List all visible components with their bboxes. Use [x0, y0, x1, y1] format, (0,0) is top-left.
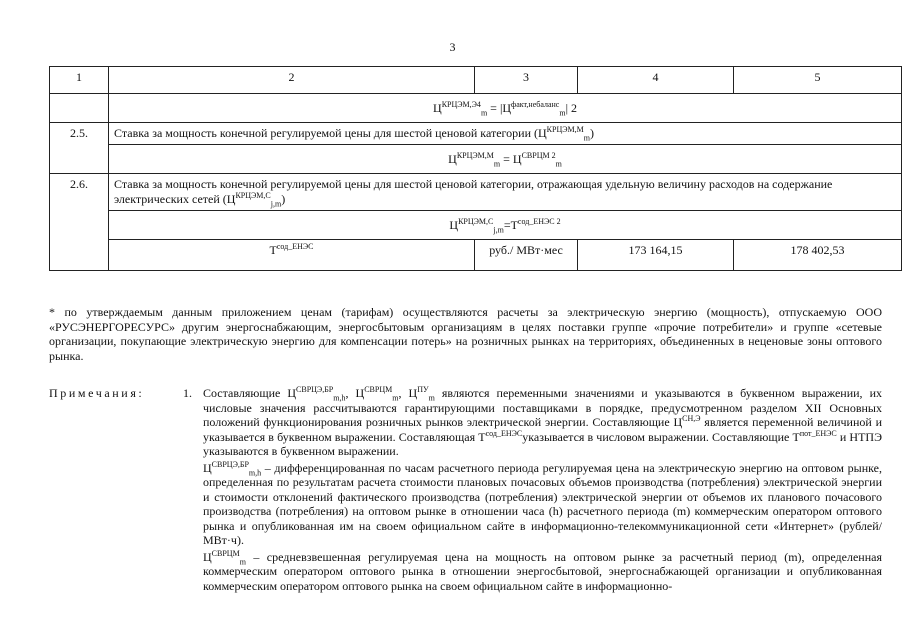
- table-header-row: [50, 67, 902, 94]
- formula-m: $Ц^{КРЦЭМ,М}_m = Ц^{СВРЦМ 2}_m$: [109, 145, 902, 174]
- header-cell-2: 2: [109, 67, 475, 94]
- table-row-2-5: [50, 123, 902, 145]
- notes-label: Примечания:: [49, 386, 145, 400]
- tariff-value-2-cell: 178 402,53: [734, 240, 902, 271]
- formula-row-c: [50, 211, 902, 240]
- tariff-table: [49, 66, 902, 271]
- row-number-2-5: 2.5.: [50, 123, 109, 174]
- table-row-tariff-values: [50, 240, 902, 271]
- tariff-value-1-cell: 173 164,15: [578, 240, 734, 271]
- note-paragraph-3: $Ц^{СВРЦМ}_m$ – средневзвешенная регулируемая цена на мощность на оптовом рынке за расчетный период (m), определенная коммерческим оператором оптового рынка в отношении энергосбытовой, энергоснабжающей организации и опубликованная коммерческим оператором оптового рынка на своем официальном сайте в информационно-: [203, 548, 882, 593]
- row-text-2-6: Ставка за мощность конечной регулируемой цены для шестой ценовой категории, отражающая удельную величину расходов на содержание электрических сетей $(Ц^{КРЦЭМ,С}_{j,m})$: [109, 174, 902, 211]
- formula-e4: $Ц^{КРЦЭМ,Э4}_m = |Ц^{факт,небаланс}_m|$ 2: [109, 94, 902, 123]
- formula-c: $Ц^{КРЦЭМ,С}_{j,m}=Т^{сод\_ЕНЭС 2}$: [109, 211, 902, 240]
- tariff-unit-cell: руб./ МВт·мес: [475, 240, 578, 271]
- header-cell-3: 3: [475, 67, 578, 94]
- header-cell-4: 4: [578, 67, 734, 94]
- page-number: 3: [449, 40, 456, 54]
- tariff-name-cell: $Т^{сод\_ЕНЭС}$: [109, 240, 475, 271]
- footnote-star: * по утверждаемым данным приложением ценам (тарифам) осуществляются расчеты за электрическую энергию (мощность), отпускаемую ООО «РУСЭНЕРГОРЕСУРС» другим энергоснабжающим, энергосбытовым организациям в целях поставки группе «прочие потребители» и группе «сетевые организации, покупающие электрическую энергию для компенсации потерь» на розничных рынках на территориях, объединенных в неценовые зоны оптового рынка.: [49, 305, 882, 363]
- header-cell-1: 1: [50, 67, 109, 94]
- row-number-2-6: 2.6.: [50, 174, 109, 271]
- empty-num-cell: [50, 94, 109, 123]
- table-row-2-6: [50, 174, 902, 211]
- formula-row-e4: [50, 94, 902, 123]
- note-paragraph-1: Составляющие $Ц^{СВРЦЭ,БР}_{m,h}$, $Ц^{СВРЦМ}_m$, $Ц^{ПУ}_m$ являются переменными значениями и указываются в буквенном выражении, их числовые значения рассчитываются гарантирующими поставщиками в порядке, предусмотренном разделом XII Основных положений функционирования розничных рынков электрической энергии. Составляющие $Ц^{СН,Э}$ является переменной величиной и указывается в буквенном выражении. Составляющая $Т^{сод\_ЕНЭС}указывается$ в числовом выражении. Составляющие $Т^{пот\_ЕНЭС}$ и НТПЭ указываются в буквенном выражении.: [203, 385, 883, 458]
- header-cell-5: 5: [734, 67, 902, 94]
- note-paragraph-2: $Ц^{СВРЦЭ,БР}_{m,h}$ – дифференцированная по часам расчетного периода регулируемая цена на электрическую энергию на оптовом рынке, определенная по результатам расчета стоимости плановых почасовых объемов производства (потребления) электрической энергии и стоимости отклонений фактического производства (потребления) электрической энергии от объемов их планового почасового производства (потребления) на оптовом рынке в отношении часа (h) расчетного периода (m) коммерческим оператором оптового рынка и опубликованная им на своем официальном сайте в информационно-телекоммуникационной сети «Интернет» (рублей/МВт·ч).: [203, 459, 882, 547]
- formula-row-m: [50, 145, 902, 174]
- row-text-2-5: Ставка за мощность конечной регулируемой цены для шестой ценовой категории $(Ц^{КРЦЭМ,М}_m)$: [109, 123, 902, 145]
- notes-body: [203, 386, 882, 595]
- notes-number: 1.: [183, 386, 192, 400]
